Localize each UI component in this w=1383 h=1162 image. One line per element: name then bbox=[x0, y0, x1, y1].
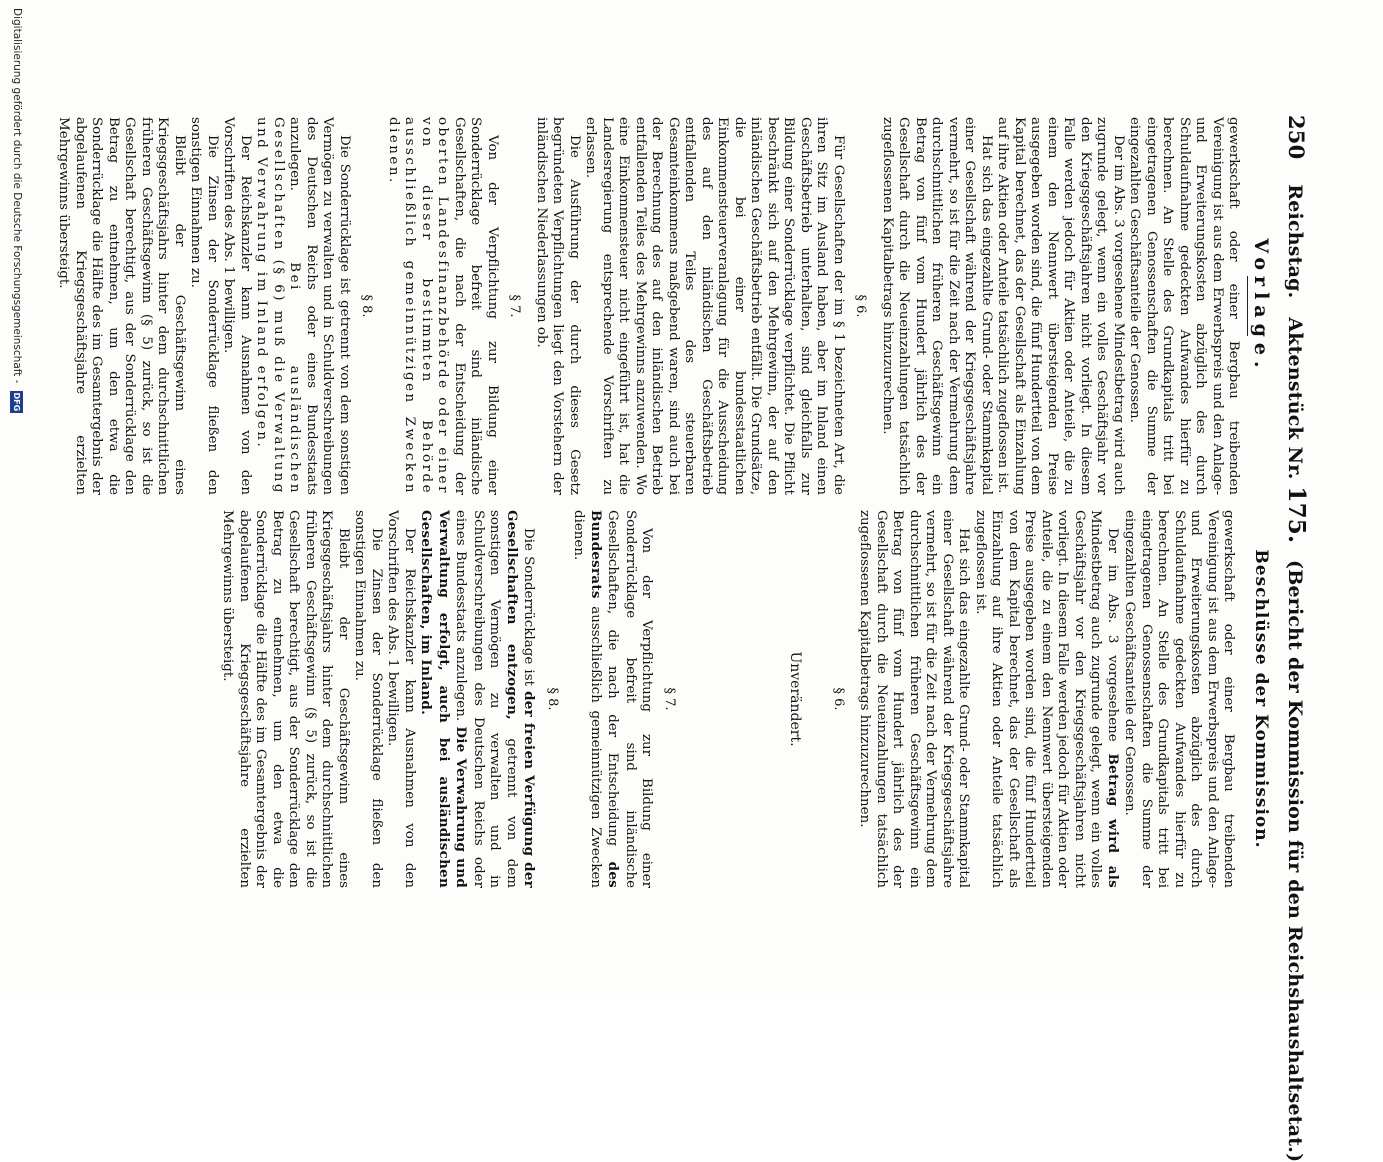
header-parliament: Reichstag. bbox=[1284, 184, 1306, 299]
section-7-label: § 7. bbox=[507, 294, 523, 318]
paragraph: Der im Abs. 3 vorgesehene Mindestbetrag wird auch zugrunde gelegt, wenn ein volles Geschäftsjahr vor den Kriegsgeschäftsjahren nicht vorliegt. In diesem Falle werden jedoch für Aktien oder Anteile, die zu einem den Nennwert übersteigenden Preise ausgegeben worden sind, die fünf Hundertteil von dem Kapital berechnet, das der Gesellschaft als Einzahlung auf ihre Aktien oder Anteile tatsächlich zugeflossen ist. bbox=[995, 117, 1126, 495]
paragraph bbox=[385, 117, 501, 495]
column-heading-beschluesse: Beschlüsse der Kommission. bbox=[1251, 549, 1271, 849]
header-document-number: 175. bbox=[1283, 486, 1310, 544]
paragraph bbox=[570, 510, 655, 888]
section-8-label: § 8. bbox=[545, 687, 560, 711]
paragraph: Der Reichskanzler kann Ausnahmen von den Vorschriften des Abs. 1 bewilligen. bbox=[221, 117, 253, 495]
text-run: Die Sonderrücklage ist bbox=[521, 528, 537, 686]
text-run: Mindestbetrag auch zugrunde gelegt, wenn ein volles Geschäftsjahr vor den Kriegsgeschäftsjahren nicht vorliegt. In diesem Falle werden jedoch für Aktien oder Anteile, die zu einem den Nennwert übersteigenden Preise ausgegeben worden sind, die fünf Hundertteil von dem Kapital berechnet, das der Gesellschaft als Einzahlung auf ihre Aktien oder Anteile tatsächlich zugeflossen ist. bbox=[973, 510, 1104, 888]
unchanged-note: Unverändert. bbox=[787, 651, 804, 747]
page-header bbox=[1281, 115, 1311, 1162]
text-run: Der im Abs. 3 vorgesehene bbox=[1105, 528, 1120, 742]
amendment-text: der freien Verfügung der Gesellschaften entzogen, bbox=[504, 510, 538, 888]
paragraph bbox=[253, 117, 352, 495]
amendment-text: des Bundesrats bbox=[588, 510, 622, 888]
amendment-text: Die Verwahrung und Verwaltung erfolgt, auch bei ausländischen Gesellschaften, im Inland. bbox=[418, 510, 470, 888]
paragraph: Die Ausführung der durch dieses Gesetz begründeten Verpflichtungen liegt den Vorstehern der inländischen Niederlassungen ob. bbox=[534, 117, 582, 495]
credit-text: Digitalisierung gefördert durch die Deutsche Forschungsgemeinschaft - bbox=[11, 8, 23, 384]
paragraph: gewerkschaft oder einer Bergbau treibenden Vereinigung ist aus dem Erwerbspreis und den Anlage- und Erweiterungskosten abzüglich des durch Schuldaufnahme gedeckten Aufwandes hierfür zu berechnen. An Stelle des Grundkapitals tritt bei eingetragenen Genossenschaften die Summe der eingezahlten Geschäftsanteile der Genossen. bbox=[1127, 117, 1242, 495]
paragraph: Hat sich das eingezahlte Grund- oder Stammkapital einer Gesellschaft während der Kriegsgeschäftsjahre vermehrt, so ist für die Zeit nach der Vermehrung dem durchschnittlichen früheren Geschäftsgewinn ein Betrag von fünf vom Hundert jährlich des der Gesellschaft durch die Neueinzahlungen tatsächlich zugeflossenen Kapitalbetrags hinzuzurechnen. bbox=[857, 510, 972, 888]
text-run: getrennt von dem sonstigen Vermögen zu verwalten und in Schuldverschreibungen des Deutschen Reichs oder eines Bundesstaats anzulegen. bbox=[453, 510, 519, 888]
header-report-title: (Bericht der Kommission für den Reichshaushaltsetat.) bbox=[1284, 560, 1306, 1162]
text-run: ausschließlich gemeinnützigen Zwecken dienen. bbox=[571, 510, 603, 888]
paragraph bbox=[972, 510, 1122, 888]
digitization-credit bbox=[7, 8, 27, 908]
column-beschluesse bbox=[220, 510, 1271, 888]
paragraph bbox=[417, 510, 538, 888]
paragraph: Die Zinsen der Sonderrücklage fließen den sonstigen Einnahmen zu. bbox=[188, 117, 220, 495]
heading-rule bbox=[1248, 276, 1249, 336]
emphasis-text: Bei ausländischen Gesellschaften (§ 6) muß die Verwaltung und Verwahrung im Inland erfolgen. bbox=[254, 117, 303, 495]
page-number: 250 bbox=[1284, 115, 1309, 160]
section-7-label: § 7. bbox=[662, 687, 677, 711]
emphasis-text: oberten Landesfinanzbehörde bbox=[435, 117, 451, 391]
text-run: Von der Verpflichtung zur Bildung einer Sonderrücklage befreit sind inländische Gesellschaften, die nach der Entscheidung bbox=[605, 510, 655, 888]
paragraph: Hat sich das eingezahlte Grund- oder Stammkapital einer Gesellschaft während der Kriegsgeschäftsjahre vermehrt, so ist für die Zeit nach der Vermehrung dem durchschnittlichen früheren Geschäftsgewinn ein Betrag von fünf vom Hundert jährlich des der Gesellschaft durch die Neueinzahlungen tatsächlich zugeflossenen Kapitalbetrags hinzuzurechnen. bbox=[880, 117, 994, 495]
paragraph: Bleibt der Geschäftsgewinn eines Kriegsgeschäftsjahrs hinter dem durchschnittlichen früheren Geschäftsgewinn (§ 5) zurück, so ist die Gesellschaft berechtigt, aus der Sonderrücklage den Betrag zu entnehmen, um den etwa die Sonderrücklage die Hälfte des im Gesamtergebnis der abgelaufenen Kriegsgeschäftsjahre erzielten Mehrgewinns übersteigt. bbox=[56, 117, 187, 495]
paragraph: Bleibt der Geschäftsgewinn eines Kriegsgeschäftsjahrs hinter dem durchschnittlichen früheren Geschäftsgewinn (§ 5) zurück, so ist die Gesellschaft berechtigt, aus der Sonderrücklage den Betrag zu entnehmen, um den etwa die Sonderrücklage die Hälfte des im Gesamtergebnis der abgelaufenen Kriegsgeschäftsjahre erzielten Mehrgewinns übersteigt. bbox=[220, 510, 351, 888]
section-8-label: § 8. bbox=[359, 294, 375, 318]
paragraph: Für Gesellschaften der im § 1 bezeichneten Art, die ihren Sitz im Ausland haben, aber im Inland einen Geschäftsbetrieb unterhalten, sind gleichfalls zur Bildung einer Sonderrücklage verpflichtet. Die Pflicht beschränkt sich auf den Mehrgewinn, der auf den inländischen Geschäftsbetrieb entfällt. Die Grundsätze, die bei einer bundesstaatlichen Einkommensteuerveranlagung für die Ausscheidung des auf den inländischen Geschäftsbetrieb entfallenden Teiles des steuerbaren Gesamteinkommens maßgebend waren, sind auch bei der Berechnung des auf den inländischen Betrieb entfallenden Teiles des Mehrgewinns anzuwenden. Wo eine Einkommensteuer nicht eingeführt ist, hat die Landesregierung entsprechende Vorschriften zu erlassen. bbox=[583, 117, 846, 495]
section-6-label: § 6. bbox=[853, 294, 869, 318]
paragraph: Die Zinsen der Sonderrücklage fließen den sonstigen Einnahmen zu. bbox=[352, 510, 384, 888]
header-document-label: Aktenstück Nr. bbox=[1284, 317, 1306, 480]
amendment-text: Betrag wird als bbox=[1105, 753, 1121, 888]
text-run: Die Sonderrücklage ist getrennt von dem sonstigen Vermögen zu verwalten und in Schuldverschreibungen des Deutschen Reichs oder eines Bundesstaats anzulegen. bbox=[287, 117, 352, 495]
emphasis-text: oder einer von dieser bestimmten Behörde ausschließlich gemeinnützigen Zwecken dienen. bbox=[386, 117, 451, 495]
dfg-logo: DFG bbox=[12, 392, 22, 412]
column-heading-vorlage: Vorlage. bbox=[1250, 238, 1272, 374]
text-run: Von der Verpflichtung zur Bildung einer Sonderrücklage befreit sind inländische Gesellschaften, die nach der Entscheidung der bbox=[452, 117, 500, 495]
paragraph: gewerkschaft oder einer Bergbau treibenden Vereinigung ist aus dem Erwerbspreis und den Anlage- und Erweiterungskosten abzüglich des durch Schuldaufnahme gedeckten Aufwandes hierfür zu berechnen. An Stelle des Grundkapitals tritt bei eingetragenen Genossenschaften die Summe der eingezahlten Geschäftsanteile der Genossen. bbox=[1122, 510, 1237, 888]
section-6-label: § 6. bbox=[831, 687, 846, 711]
paragraph: Der Reichskanzler kann Ausnahmen von den Vorschriften des Abs. 1 bewilligen. bbox=[385, 510, 417, 888]
column-vorlage bbox=[56, 117, 1272, 495]
